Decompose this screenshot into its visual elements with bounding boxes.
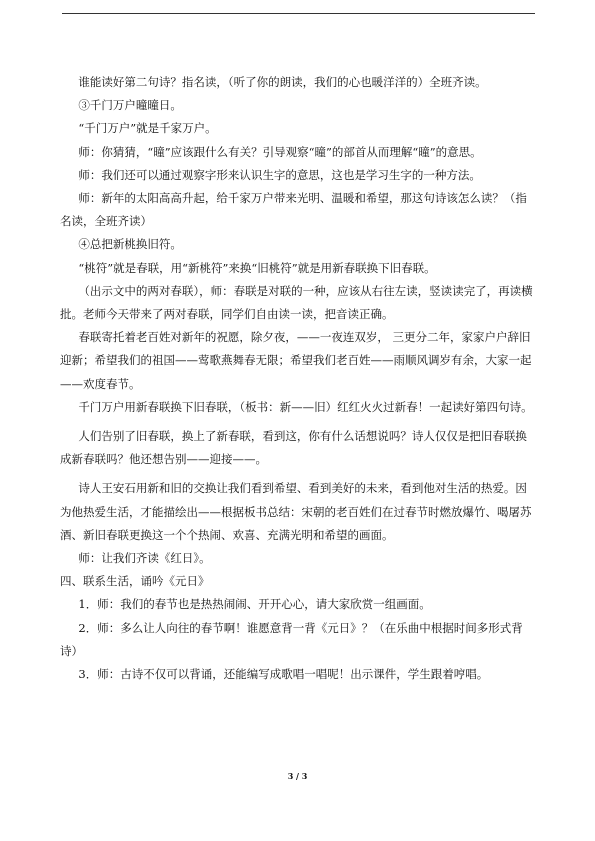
paragraph: ③千门万户曈曈日。 <box>78 98 182 113</box>
header-rule <box>62 13 535 14</box>
list-item: 3．师：古诗不仅可以背诵，还能编写成歌唱一唱呢！出示课件，学生跟着哼唱。 <box>78 667 489 682</box>
paragraph: 春联寄托着老百姓对新年的祝愿，除夕夜，——一夜连双岁， 三更分二年，家家户户辞旧迎新；希望我们的祖国——莺歌燕舞春无限；希望我们老百姓——雨顺风调岁有余，大家一起——欢度春节。 <box>60 330 532 391</box>
paragraph: “桃符”就是春联，用“新桃符”来换“旧桃符”就是用新春联换下旧春联。 <box>78 260 436 275</box>
section-heading: 四、联系生活，诵吟《元日》 <box>60 574 210 589</box>
list-item: 2．师：多么让人向往的春节啊！谁愿意背一背《元日》？（在乐曲中根据时间多形式背诗） <box>60 620 523 658</box>
paragraph: （出示文中的两对春联），师：春联是对联的一种，应该从右往左读，竖读读完了，再读横批。老师今天带来了两对春联，同学们自由读一读，把音读正确。 <box>60 283 533 322</box>
paragraph: 人们告别了旧春联，换上了新春联，看到这，你有什么话想说吗？诗人仅仅是把旧春联换成新春联吗？他还想告别——迎接——。 <box>60 429 527 467</box>
paragraph: 师：我们还可以通过观察字形来认识生字的意思，这也是学习生字的一种方法。 <box>78 167 481 182</box>
paragraph: ④总把新桃换旧符。 <box>78 237 182 252</box>
paragraph: 师：让我们齐读《红日》。 <box>78 551 211 566</box>
paragraph: 千门万户用新春联换下旧春联，（板书：新——旧）红红火火过新春！一起读好第四句诗。 <box>78 399 533 414</box>
paragraph: 师：你猜猜，“曈”应该跟什么有关？引导观察“曈”的部首从而理解“曈”的意思。 <box>78 144 482 159</box>
paragraph: 师：新年的太阳高高升起，给千家万户带来光明、温暖和希望，那这句诗该怎么读？（指名读，全班齐读） <box>60 191 527 229</box>
list-item: 1．师：我们的春节也是热热闹闹、开开心心，请大家欣赏一组画面。 <box>78 597 431 612</box>
paragraph: 诗人王安石用新和旧的交换让我们看到希望、看到美好的未来，看到他对生活的热爱。因为他热爱生活，才能描绘出——根据板书总结：宋朝的老百姓们在过春节时燃放爆竹、喝屠苏酒、新旧春联更换这一个个热闹、欢喜、充满光明和希望的画面。 <box>60 481 532 542</box>
page-number: 3 / 3 <box>287 771 308 781</box>
document-body <box>60 71 537 686</box>
paragraph: “千门万户”就是千家万户。 <box>78 121 217 136</box>
paragraph: 谁能读好第二句诗？指名读，（听了你的朗读，我们的心也暖洋洋的）全班齐读。 <box>78 75 487 89</box>
